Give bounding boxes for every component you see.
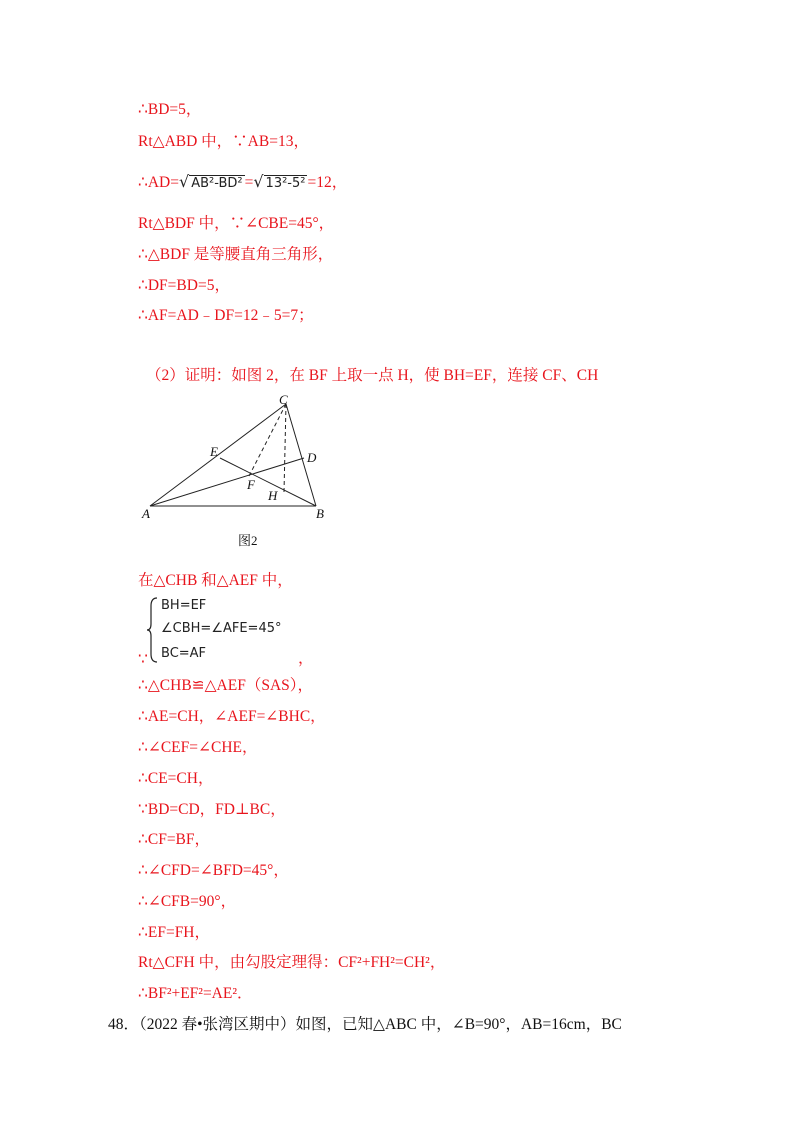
ad-prefix: ∴AD= (138, 174, 179, 191)
figure-caption: 图2 (238, 533, 258, 548)
label-a: A (142, 506, 150, 521)
eq-angle-cbh: ∠CBH=∠AFE=45° (161, 621, 282, 636)
label-f: F (247, 477, 255, 492)
radical-ab-bd: √ AB²-BD² (179, 172, 243, 191)
segment-cf-dashed (248, 404, 286, 478)
line-conclusion: ∴BF²+EF²=AE²． (138, 985, 253, 1002)
label-b: B (316, 506, 324, 521)
line-proof-2: （2）证明：如图 2，在 BF 上取一点 H，使 BH=EF，连接 CF、CH (146, 367, 599, 384)
line-ad-calc (138, 172, 347, 194)
ad-equals: = (244, 174, 254, 191)
segment-ch-dashed (284, 404, 286, 492)
line-angle-cfd: ∴∠CFD=∠BFD=45°， (138, 862, 289, 879)
equation-system (145, 596, 315, 664)
line-bd-5: ∴BD=5， (138, 101, 202, 118)
line-rt-bdf: Rt△BDF 中，∵∠CBE=45°， (138, 215, 335, 232)
question-48: 48．（2022 春•张湾区期中）如图，已知△ABC 中，∠B=90°，AB=16cm，BC (108, 1016, 622, 1033)
line-ae-ch: ∴AE=CH，∠AEF=∠BHC， (138, 708, 326, 725)
ad-result: =12， (307, 174, 348, 191)
line-congruent: ∴△CHB≌△AEF（SAS）， (138, 677, 314, 694)
line-angle-cef: ∴∠CEF=∠CHE， (138, 739, 258, 756)
label-d: D (307, 450, 317, 465)
line-ce-ch: ∴CE=CH， (138, 770, 214, 787)
line-rt-cfh: Rt△CFH 中，由勾股定理得：CF²+FH²=CH²， (138, 954, 446, 971)
geometry-figure-2 (138, 392, 348, 552)
line-isosceles: ∴△BDF 是等腰直角三角形， (138, 246, 334, 263)
radicand-13-5: 13²-5² (265, 176, 306, 191)
because-symbol: ∵ (138, 651, 148, 668)
line-cf-bf: ∴CF=BF， (138, 831, 211, 848)
line-df-bd: ∴DF=BD=5， (138, 277, 230, 294)
line-in-triangles: 在△CHB 和△AEF 中， (138, 572, 293, 589)
segment-ac (150, 404, 286, 506)
line-af-7: ∴AF=AD﹣DF=12﹣5=7； (138, 307, 314, 324)
segment-ad (150, 458, 304, 506)
radicand-ab-bd: AB²-BD² (191, 176, 243, 191)
eq-bh-ef: BH=EF (161, 598, 207, 613)
line-ef-fh: ∴EF=FH， (138, 924, 211, 941)
label-h: H (268, 488, 278, 503)
label-e: E (210, 444, 218, 459)
line-angle-cfb: ∴∠CFB=90°， (138, 893, 237, 910)
eq-bc-af: BC=AF (161, 646, 207, 661)
line-rt-abd: Rt△ABD 中，∵AB=13， (138, 133, 309, 150)
system-comma: ， (298, 650, 314, 667)
label-c: C (279, 392, 288, 407)
line-bd-cd: ∵BD=CD，FD⊥BC， (138, 801, 286, 818)
radical-13-5: √ 13²-5² (253, 172, 306, 191)
